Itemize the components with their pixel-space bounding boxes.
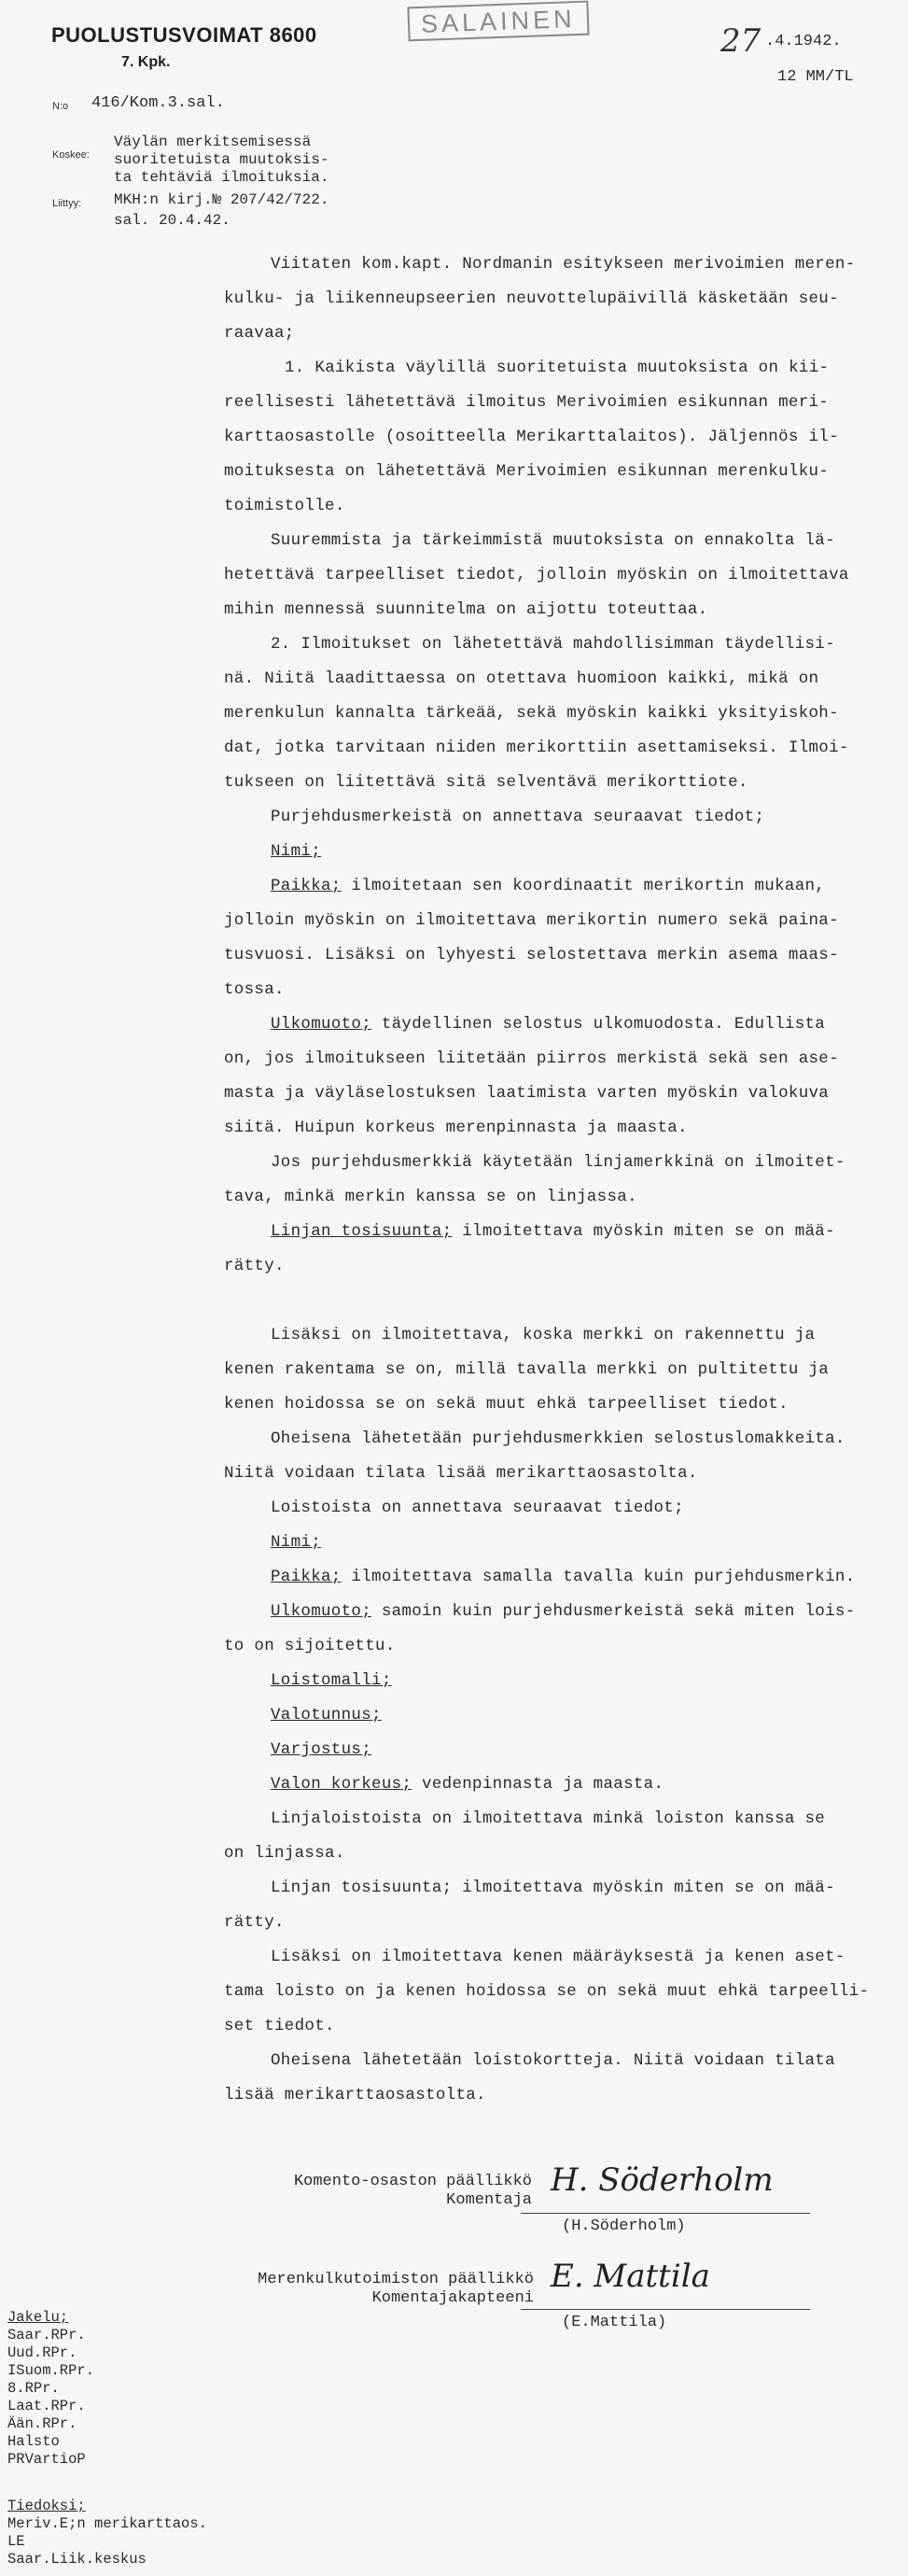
signature-1: H. Söderholm [551, 2161, 774, 2199]
marker-line-direction: Linjan tosisuunta; ilmoitettava myöskin miten se on mää- rätty. [224, 1222, 835, 1275]
list-item: Ään.RPr. [7, 2415, 77, 2432]
subject-label: Koskee: [52, 149, 90, 161]
paragraph-light-cards: Oheisena lähetetään loistokortteja. Niitä voidaan tilata lisää merikarttaosastolta. [224, 2051, 835, 2104]
light-model: Loistomalli; [271, 1671, 392, 1690]
paragraph-1: 1. Kaikista väylillä suoritetuista muutoksista on kii- reellisesti lähetettävä ilmoitus Merivoimien esikunnan meri- karttaosastolle (osoitteella Merikarttalaitos). Jäljennös il- moituksesta on lähetettävä Merivoimien esikunnan merenkulku- toimistolle. [224, 359, 839, 515]
light-name: Nimi; [271, 1533, 322, 1552]
marker-name: Nimi; [271, 842, 322, 861]
marker-location: Paikka; ilmoitetaan sen koordinaatit merikortin mukaan, jolloin myöskin on ilmoitettava merikortin numero sekä paina- tusvuosi. Lisäksi on lyhyesti selostettava merkin asema maas- tossa. [224, 877, 839, 999]
info-list: Tiedoksi; Meriv.E;n merikarttaos. LE Saar.Liik.keskus [7, 2498, 207, 2568]
signature-2: E. Mattila [551, 2258, 710, 2295]
list-item: Halsto [7, 2433, 60, 2450]
signatory-2-title: Merenkulkutoimiston päällikkö Komentajakapteeni [258, 2271, 534, 2307]
paragraph-line-marker: Jos purjehdusmerkkiä käytetään linjamerkkinä on ilmoitet- tava, minkä merkin kanssa se on linjassa. [224, 1153, 845, 1206]
number-label: N:o [52, 101, 69, 112]
light-height: Valon korkeus; vedenpinnasta ja maasta. [271, 1775, 664, 1794]
list-item: Saar.RPr. [7, 2327, 86, 2344]
paragraph-lights-intro: Loistoista on annettava seuraavat tiedot; [271, 1499, 684, 1517]
reference-label: Liittyy: [52, 198, 82, 209]
list-item: 8.RPr. [7, 2380, 60, 2397]
signature-1-line [521, 2213, 810, 2214]
reference: MKH:n kirj.№ 207/42/722. sal. 20.4.42. [114, 191, 329, 229]
signatory-1-name: (H.Söderholm) [562, 2217, 686, 2235]
paragraph-marker-forms: Oheisena lähetetään purjehdusmerkkien selostuslomakkeita. Niitä voidaan tilata lisää merikarttaosastolta. [224, 1429, 845, 1483]
list-item: Saar.Liik.keskus [7, 2551, 147, 2568]
date: .4.1942. [765, 33, 842, 50]
list-item: Uud.RPr. [7, 2344, 77, 2361]
paragraph-marker-additional: Lisäksi on ilmoitettava, koska merkki on rakennettu ja kenen rakentama se on, millä tavalla merkki on pultitettu ja kenen hoidossa se on sekä muut ehkä tarpeelliset tiedot. [224, 1326, 830, 1414]
document-number: 416/Kom.3.sal. [91, 94, 225, 112]
light-signal: Valotunnus; [271, 1706, 382, 1724]
paragraph-larger-changes: Suuremmista ja tärkeimmistä muutoksista on ennakolta lä- hetettävä tarpeelliset tiedot, jolloin myöskin on ilmoitettava mihin mennessä suunnitelma on aijottu toteuttaa. [224, 531, 849, 619]
paragraph-line-lights: Linjaloistoista on ilmoitettava minkä loiston kanssa se on linjassa. [224, 1809, 826, 1863]
reference-code: 12 MM/TL [777, 68, 854, 86]
date-day: 27 [720, 22, 761, 60]
subject: Väylän merkitsemisessä suoritetuista muutoksis- ta tehtäviä ilmoituksia. [114, 134, 329, 186]
list-item: PRVartioP [7, 2451, 86, 2468]
signatory-1-title: Komento-osaston päällikkö Komentaja [293, 2173, 532, 2209]
signature-2-line [521, 2309, 810, 2310]
marker-appearance: Ulkomuoto; täydellinen selostus ulkomuodosta. Edullista on, jos ilmoitukseen liitetään piirros merkistä sekä sen ase- masta ja väyläselostuksen laatimista varten myöskin valokuva siitä. Huipun korkeus merenpinnasta ja maasta. [224, 1015, 839, 1137]
classification-stamp: SALAINEN [407, 1, 589, 42]
list-item: LE [7, 2533, 25, 2550]
light-appearance: Ulkomuoto; samoin kuin purjehdusmerkeistä sekä miten lois- to on sijoitettu. [224, 1602, 856, 1655]
signatory-2-name: (E.Mattila) [562, 2314, 667, 2331]
organization-name: PUOLUSTUSVOIMAT 8600 [51, 23, 317, 47]
paragraph-2: 2. Ilmoitukset on lähetettävä mahdollisimman täydellisi- nä. Niitä laadittaessa on otettava huomioon kaikki, mikä on merenkulun kannalta tärkeää, sekä myöskin kaikki yksityiskoh- dat, jotka tarvitaan niiden merikorttiin asettamiseksi. Ilmoi- tukseen on liitettävä sitä selventävä merikorttiote. [224, 635, 849, 792]
list-item: ISuom.RPr. [7, 2362, 95, 2379]
paragraph-intro: Viitaten kom.kapt. Nordmanin esitykseen merivoimien meren- kulku- ja liikenneupseerien neuvottelupäivillä käsketään seu- raavaa; [224, 255, 856, 343]
distribution-list: Jakelu; Saar.RPr. Uud.RPr. ISuom.RPr. 8.RPr. Laat.RPr. Ään.RPr. Halsto PRVartioP [7, 2309, 95, 2468]
paragraph-light-line-direction: Linjan tosisuunta; ilmoitettava myöskin miten se on mää- rätty. [224, 1879, 835, 1932]
light-location: Paikka; ilmoitettava samalla tavalla kuin purjehdusmerkin. [271, 1568, 856, 1586]
unit-name: 7. Kpk. [121, 54, 171, 70]
light-shading: Varjostus; [271, 1740, 372, 1759]
list-item: Meriv.E;n merikarttaos. [7, 2515, 207, 2532]
paragraph-light-additional: Lisäksi on ilmoitettava kenen määräyksestä ja kenen aset- tama loisto on ja kenen hoidossa se on sekä muut ehkä tarpeelli- set tiedot. [224, 1948, 870, 2035]
list-item: Laat.RPr. [7, 2398, 86, 2414]
paragraph-markers-intro: Purjehdusmerkeistä on annettava seuraavat tiedot; [271, 808, 765, 826]
